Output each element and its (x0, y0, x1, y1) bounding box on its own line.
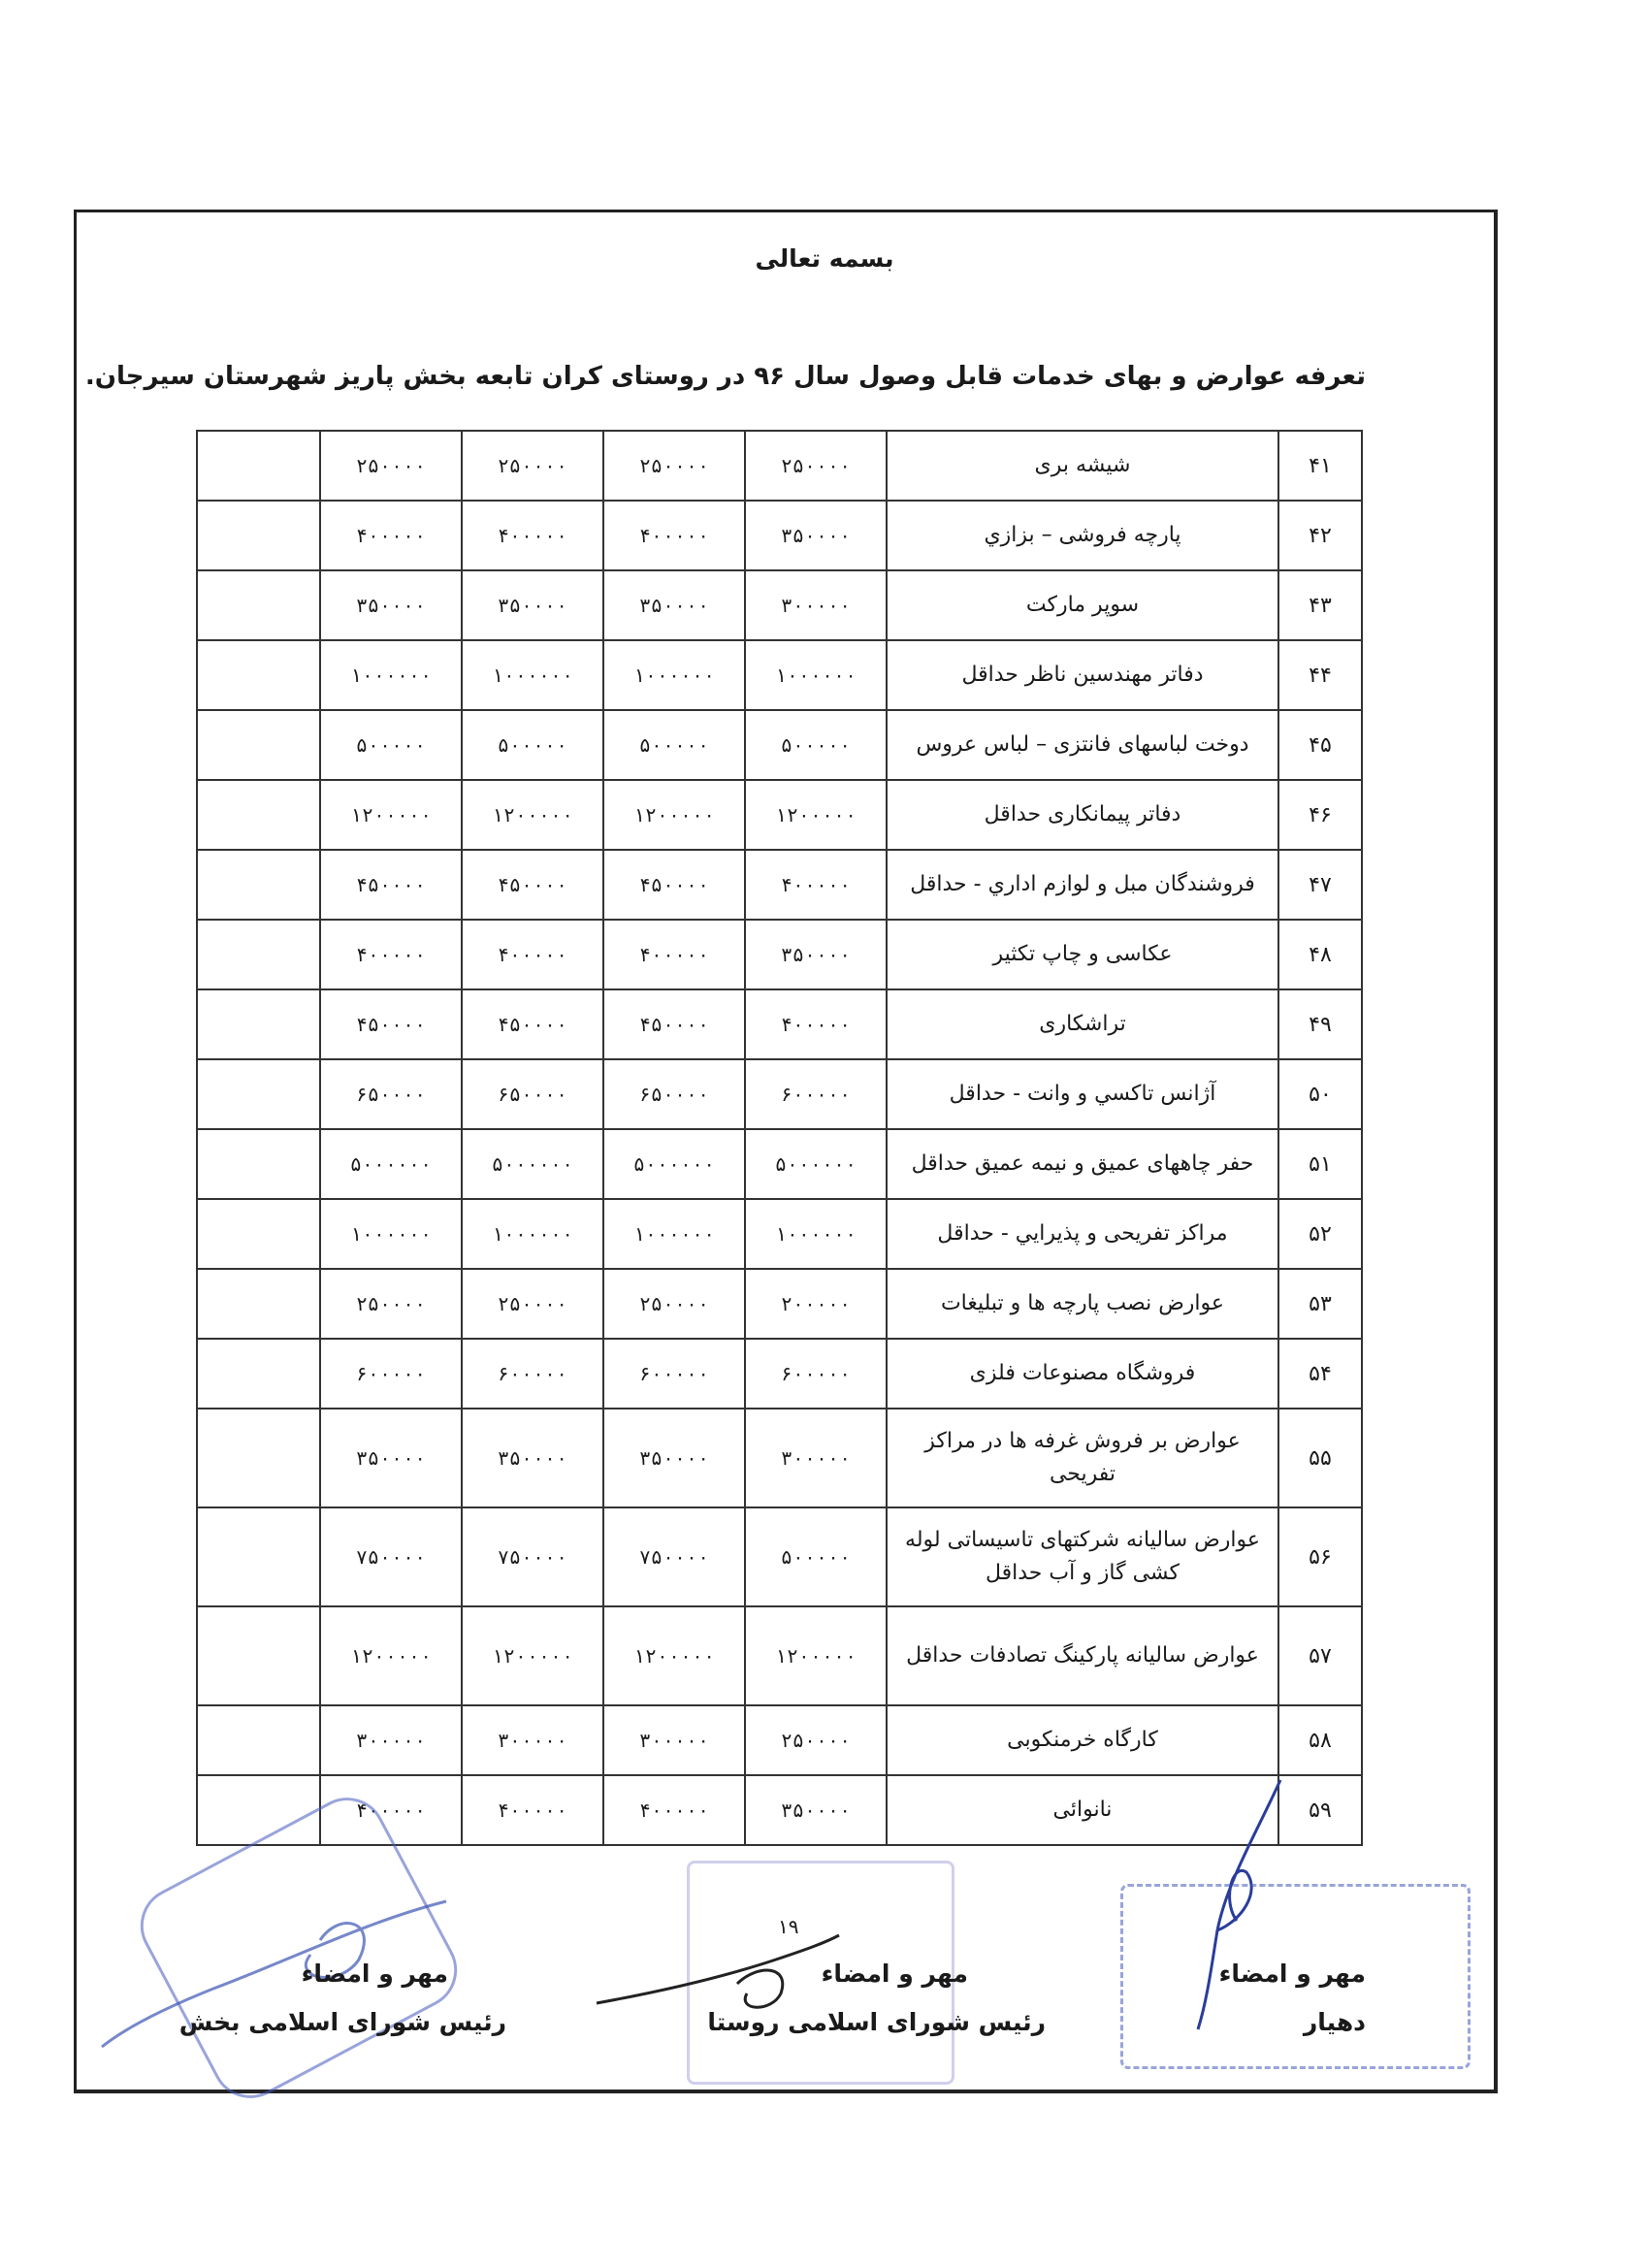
tariff-amount: ۱۲۰۰۰۰۰ (603, 1606, 745, 1705)
table-row (197, 1269, 1362, 1339)
tariff-amount: ۲۰۰۰۰۰ (745, 1269, 887, 1339)
tariff-amount: ۵۰۰۰۰۰ (320, 710, 462, 780)
table-row (197, 431, 1362, 501)
tariff-amount: ۱۰۰۰۰۰۰ (745, 640, 887, 710)
tariff-amount: ۳۰۰۰۰۰ (462, 1705, 603, 1775)
service-title: پارچه فروشی – بزازي (887, 501, 1278, 570)
tariff-amount: ۴۰۰۰۰۰ (320, 920, 462, 989)
service-title: سوپر مارکت (887, 570, 1278, 640)
tariff-amount: ۳۰۰۰۰۰ (745, 570, 887, 640)
tariff-amount: ۶۰۰۰۰۰ (745, 1339, 887, 1409)
tariff-amount: ۴۰۰۰۰۰ (603, 920, 745, 989)
tariff-amount: ۳۵۰۰۰۰ (462, 1409, 603, 1507)
service-title: عوارض سالیانه شرکتهای تاسیساتی لوله کشی گاز و آب حداقل (887, 1507, 1278, 1606)
tariff-amount: ۴۰۰۰۰۰ (745, 989, 887, 1059)
table-row (197, 1507, 1362, 1606)
tariff-amount: ۱۲۰۰۰۰۰ (462, 1606, 603, 1705)
stamp-sign-label: مهر و امضاء (301, 1960, 448, 1988)
empty-cell (197, 1507, 320, 1606)
empty-cell (197, 920, 320, 989)
service-title: مراکز تفریحی و پذیرایي - حداقل (887, 1199, 1278, 1269)
tariff-amount: ۴۵۰۰۰۰ (320, 850, 462, 920)
tariff-amount: ۱۰۰۰۰۰۰ (320, 640, 462, 710)
empty-cell (197, 780, 320, 850)
signer-title: رئیس شورای اسلامی روستا (707, 2008, 1046, 2036)
empty-cell (197, 1409, 320, 1507)
tariff-amount: ۲۵۰۰۰۰ (320, 431, 462, 501)
tariff-amount: ۴۵۰۰۰۰ (462, 850, 603, 920)
page-number: ۱۹ (778, 1915, 799, 1938)
service-title: نانوائی (887, 1775, 1278, 1845)
tariff-amount: ۴۰۰۰۰۰ (462, 920, 603, 989)
empty-cell (197, 1705, 320, 1775)
tariff-amount: ۶۰۰۰۰۰ (320, 1339, 462, 1409)
signature-block-village-council (696, 1950, 1046, 2047)
tariff-amount: ۴۵۰۰۰۰ (320, 989, 462, 1059)
row-number: ۵۷ (1278, 1606, 1362, 1705)
table-row (197, 850, 1362, 920)
empty-cell (197, 850, 320, 920)
tariff-amount: ۴۵۰۰۰۰ (603, 850, 745, 920)
row-number: ۵۳ (1278, 1269, 1362, 1339)
empty-cell (197, 1199, 320, 1269)
row-number: ۵۸ (1278, 1705, 1362, 1775)
empty-cell (197, 1606, 320, 1705)
table-row (197, 1606, 1362, 1705)
tariff-amount: ۵۰۰۰۰۰ (603, 710, 745, 780)
tariff-amount: ۷۵۰۰۰۰ (462, 1507, 603, 1606)
tariff-amount: ۳۰۰۰۰۰ (320, 1705, 462, 1775)
tariff-amount: ۴۰۰۰۰۰ (320, 501, 462, 570)
tariff-amount: ۷۵۰۰۰۰ (320, 1507, 462, 1606)
empty-cell (197, 1339, 320, 1409)
empty-cell (197, 1269, 320, 1339)
service-title: شیشه بری (887, 431, 1278, 501)
tariff-amount: ۳۵۰۰۰۰ (462, 570, 603, 640)
tariff-amount: ۲۵۰۰۰۰ (603, 431, 745, 501)
tariff-amount: ۵۰۰۰۰۰۰ (603, 1129, 745, 1199)
tariff-amount: ۲۵۰۰۰۰ (745, 431, 887, 501)
row-number: ۴۵ (1278, 710, 1362, 780)
tariff-amount: ۶۰۰۰۰۰ (745, 1059, 887, 1129)
service-title: عوارض سالیانه پارکینگ تصادفات حداقل (887, 1606, 1278, 1705)
tariff-amount: ۳۵۰۰۰۰ (745, 920, 887, 989)
service-title: فروشگاه مصنوعات فلزی (887, 1339, 1278, 1409)
tariff-amount: ۲۵۰۰۰۰ (745, 1705, 887, 1775)
tariff-amount: ۶۵۰۰۰۰ (320, 1059, 462, 1129)
tariff-amount: ۴۰۰۰۰۰ (745, 850, 887, 920)
row-number: ۴۱ (1278, 431, 1362, 501)
tariff-amount: ۴۰۰۰۰۰ (320, 1775, 462, 1845)
stamp-sign-label: مهر و امضاء (821, 1960, 968, 1988)
service-title: عوارض نصب پارچه ها و تبلیغات (887, 1269, 1278, 1339)
empty-cell (197, 1059, 320, 1129)
tariff-amount: ۱۲۰۰۰۰۰ (745, 780, 887, 850)
table-row (197, 1059, 1362, 1129)
row-number: ۵۵ (1278, 1409, 1362, 1507)
tariff-amount: ۶۰۰۰۰۰ (603, 1339, 745, 1409)
service-title: تراشکاری (887, 989, 1278, 1059)
tariff-amount: ۳۰۰۰۰۰ (603, 1705, 745, 1775)
tariff-amount: ۳۵۰۰۰۰ (603, 1409, 745, 1507)
table-row (197, 989, 1362, 1059)
signature-block-district-council (157, 1950, 506, 2047)
tariff-amount: ۱۰۰۰۰۰۰ (745, 1199, 887, 1269)
document-title: تعرفه عوارض و بهای خدمات قابل وصول سال ۹۶ در روستای کران تابعه بخش پاریز شهرستان سیرجان. (84, 362, 1366, 391)
table-row (197, 570, 1362, 640)
tariff-amount: ۴۰۰۰۰۰ (603, 1775, 745, 1845)
tariff-amount: ۶۵۰۰۰۰ (603, 1059, 745, 1129)
row-number: ۵۶ (1278, 1507, 1362, 1606)
tariff-amount: ۳۵۰۰۰۰ (320, 570, 462, 640)
empty-cell (197, 1129, 320, 1199)
tariff-amount: ۴۰۰۰۰۰ (462, 501, 603, 570)
tariff-amount: ۱۲۰۰۰۰۰ (603, 780, 745, 850)
tariff-amount: ۱۲۰۰۰۰۰ (462, 780, 603, 850)
service-title: حفر چاههای عمیق و نیمه عمیق حداقل (887, 1129, 1278, 1199)
tariff-amount: ۳۵۰۰۰۰ (603, 570, 745, 640)
tariff-amount: ۵۰۰۰۰۰ (745, 1507, 887, 1606)
tariff-amount: ۲۵۰۰۰۰ (462, 431, 603, 501)
tariff-amount: ۱۰۰۰۰۰۰ (462, 640, 603, 710)
tariff-amount: ۱۲۰۰۰۰۰ (320, 780, 462, 850)
empty-cell (197, 501, 320, 570)
service-title: دوخت لباسهای فانتزی – لباس عروس (887, 710, 1278, 780)
row-number: ۵۴ (1278, 1339, 1362, 1409)
tariff-table-body (197, 431, 1362, 1845)
row-number: ۴۶ (1278, 780, 1362, 850)
tariff-amount: ۳۵۰۰۰۰ (320, 1409, 462, 1507)
service-title: دفاتر پیمانکاری حداقل (887, 780, 1278, 850)
empty-cell (197, 640, 320, 710)
tariff-amount: ۲۵۰۰۰۰ (320, 1269, 462, 1339)
tariff-amount: ۱۲۰۰۰۰۰ (320, 1606, 462, 1705)
empty-cell (197, 431, 320, 501)
signer-title: رئیس شورای اسلامی بخش (178, 2008, 506, 2036)
tariff-amount: ۱۲۰۰۰۰۰ (745, 1606, 887, 1705)
tariff-amount: ۳۵۰۰۰۰ (745, 1775, 887, 1845)
tariff-amount: ۵۰۰۰۰۰۰ (462, 1129, 603, 1199)
tariff-table (196, 430, 1363, 1846)
row-number: ۴۳ (1278, 570, 1362, 640)
table-row (197, 501, 1362, 570)
tariff-amount: ۶۵۰۰۰۰ (462, 1059, 603, 1129)
table-row (197, 1129, 1362, 1199)
row-number: ۵۱ (1278, 1129, 1362, 1199)
table-row (197, 710, 1362, 780)
tariff-amount: ۴۰۰۰۰۰ (462, 1775, 603, 1845)
row-number: ۴۲ (1278, 501, 1362, 570)
tariff-amount: ۷۵۰۰۰۰ (603, 1507, 745, 1606)
row-number: ۵۲ (1278, 1199, 1362, 1269)
table-row (197, 920, 1362, 989)
table-row (197, 780, 1362, 850)
tariff-amount: ۵۰۰۰۰۰۰ (320, 1129, 462, 1199)
service-title: کارگاه خرمنکوبی (887, 1705, 1278, 1775)
empty-cell (197, 570, 320, 640)
row-number: ۴۸ (1278, 920, 1362, 989)
tariff-amount: ۳۰۰۰۰۰ (745, 1409, 887, 1507)
tariff-amount: ۱۰۰۰۰۰۰ (462, 1199, 603, 1269)
tariff-amount: ۶۰۰۰۰۰ (462, 1339, 603, 1409)
service-title: عوارض بر فروش غرفه ها در مراکز تفریحی (887, 1409, 1278, 1507)
empty-cell (197, 710, 320, 780)
tariff-amount: ۴۵۰۰۰۰ (603, 989, 745, 1059)
service-title: دفاتر مهندسین ناظر حداقل (887, 640, 1278, 710)
tariff-amount: ۵۰۰۰۰۰ (462, 710, 603, 780)
tariff-amount: ۲۵۰۰۰۰ (462, 1269, 603, 1339)
row-number: ۴۹ (1278, 989, 1362, 1059)
tariff-amount: ۱۰۰۰۰۰۰ (603, 640, 745, 710)
tariff-amount: ۳۵۰۰۰۰ (745, 501, 887, 570)
signature-block-dehyar (1211, 1950, 1366, 2047)
row-number: ۵۰ (1278, 1059, 1362, 1129)
tariff-amount: ۴۰۰۰۰۰ (603, 501, 745, 570)
row-number: ۴۷ (1278, 850, 1362, 920)
tariff-amount: ۱۰۰۰۰۰۰ (320, 1199, 462, 1269)
row-number: ۴۴ (1278, 640, 1362, 710)
service-title: آژانس تاکسي و وانت - حداقل (887, 1059, 1278, 1129)
row-number: ۵۹ (1278, 1775, 1362, 1845)
tariff-amount: ۲۵۰۰۰۰ (603, 1269, 745, 1339)
stamp-sign-label: مهر و امضاء (1218, 1960, 1366, 1988)
table-row (197, 1705, 1362, 1775)
basmala-heading: بسمه تعالی (755, 244, 894, 273)
service-title: فروشندگان مبل و لوازم اداري - حداقل (887, 850, 1278, 920)
tariff-amount: ۴۵۰۰۰۰ (462, 989, 603, 1059)
table-row (197, 1339, 1362, 1409)
signer-title: دهیار (1303, 2008, 1366, 2036)
tariff-amount: ۵۰۰۰۰۰ (745, 710, 887, 780)
tariff-amount: ۵۰۰۰۰۰۰ (745, 1129, 887, 1199)
table-row (197, 1199, 1362, 1269)
table-row (197, 1409, 1362, 1507)
service-title: عکاسی و چاپ تکثیر (887, 920, 1278, 989)
empty-cell (197, 989, 320, 1059)
tariff-amount: ۱۰۰۰۰۰۰ (603, 1199, 745, 1269)
table-row (197, 640, 1362, 710)
